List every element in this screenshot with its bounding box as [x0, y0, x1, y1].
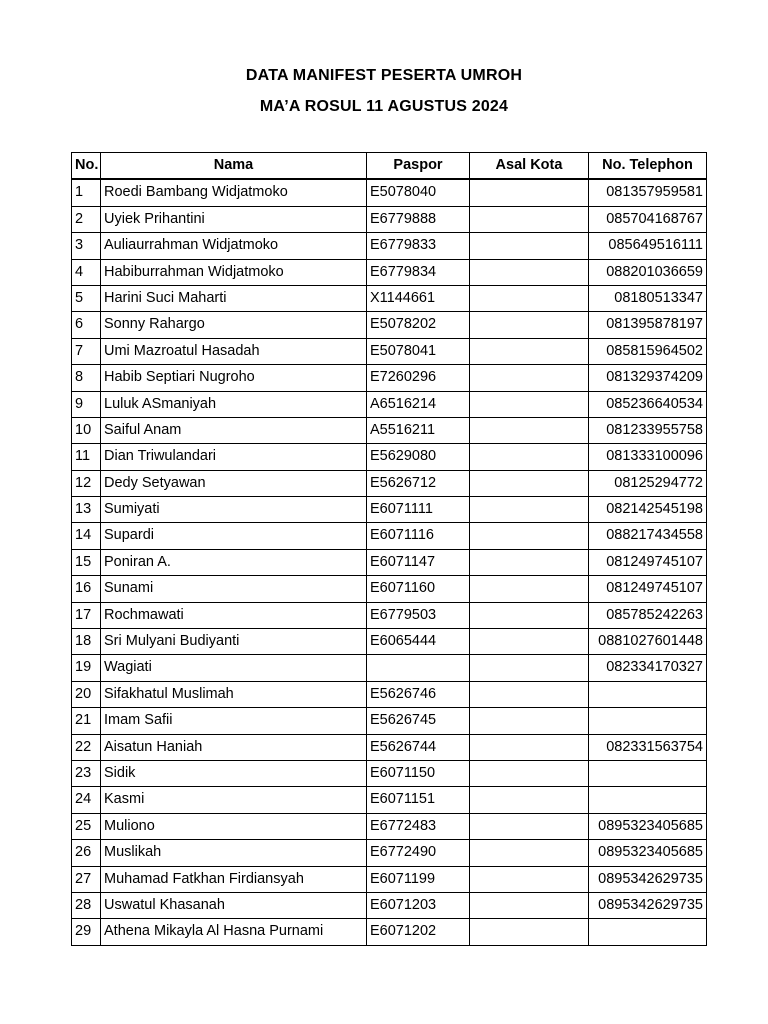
cell-no-telephon: 0895323405685: [589, 840, 707, 866]
cell-no: 17: [72, 602, 101, 628]
cell-no: 5: [72, 285, 101, 311]
column-header-asal-kota: Asal Kota: [470, 153, 589, 180]
cell-asal-kota: [470, 470, 589, 496]
cell-no-telephon: 085785242263: [589, 602, 707, 628]
cell-no-telephon: 082142545198: [589, 497, 707, 523]
table-row: [72, 629, 707, 655]
cell-asal-kota: [470, 312, 589, 338]
cell-nama: Sri Mulyani Budiyanti: [101, 629, 367, 655]
cell-nama: Habib Septiari Nugroho: [101, 365, 367, 391]
cell-paspor: E6779503: [367, 602, 470, 628]
cell-nama: Poniran A.: [101, 549, 367, 575]
cell-nama: Uswatul Khasanah: [101, 892, 367, 918]
cell-paspor: E5629080: [367, 444, 470, 470]
column-header-no-telephon: No. Telephon: [589, 153, 707, 180]
cell-nama: Sidik: [101, 760, 367, 786]
cell-paspor: E6779888: [367, 206, 470, 232]
table-row: [72, 417, 707, 443]
table-row: [72, 470, 707, 496]
table-row: [72, 840, 707, 866]
cell-no: 2: [72, 206, 101, 232]
cell-nama: Habiburrahman Widjatmoko: [101, 259, 367, 285]
table-row: [72, 444, 707, 470]
cell-no: 15: [72, 549, 101, 575]
cell-nama: Dian Triwulandari: [101, 444, 367, 470]
cell-no-telephon: 088201036659: [589, 259, 707, 285]
table-row: [72, 708, 707, 734]
cell-asal-kota: [470, 708, 589, 734]
cell-paspor: [367, 655, 470, 681]
table-row: [72, 391, 707, 417]
cell-no: 6: [72, 312, 101, 338]
manifest-table: [71, 152, 707, 946]
cell-nama: Imam Safii: [101, 708, 367, 734]
cell-no-telephon: 0895323405685: [589, 813, 707, 839]
cell-nama: Harini Suci Maharti: [101, 285, 367, 311]
cell-no-telephon: 085815964502: [589, 338, 707, 364]
cell-nama: Muslikah: [101, 840, 367, 866]
cell-no-telephon: 082334170327: [589, 655, 707, 681]
cell-paspor: E6071160: [367, 576, 470, 602]
cell-no: 18: [72, 629, 101, 655]
cell-paspor: E6772483: [367, 813, 470, 839]
cell-no-telephon: 081249745107: [589, 549, 707, 575]
cell-paspor: E6772490: [367, 840, 470, 866]
cell-asal-kota: [470, 206, 589, 232]
column-header-paspor: Paspor: [367, 153, 470, 180]
cell-paspor: E6071150: [367, 760, 470, 786]
table-row: [72, 365, 707, 391]
cell-no-telephon: [589, 787, 707, 813]
cell-nama: Rochmawati: [101, 602, 367, 628]
cell-no-telephon: 081333100096: [589, 444, 707, 470]
cell-asal-kota: [470, 840, 589, 866]
cell-no-telephon: 0895342629735: [589, 892, 707, 918]
cell-no: 24: [72, 787, 101, 813]
table-row: [72, 892, 707, 918]
cell-no: 22: [72, 734, 101, 760]
cell-no-telephon: [589, 681, 707, 707]
table-row: [72, 866, 707, 892]
cell-asal-kota: [470, 919, 589, 945]
cell-asal-kota: [470, 549, 589, 575]
column-header-no: No.: [72, 153, 101, 180]
cell-paspor: X1144661: [367, 285, 470, 311]
cell-no: 8: [72, 365, 101, 391]
cell-no: 10: [72, 417, 101, 443]
table-body: [72, 179, 707, 945]
cell-no-telephon: 081395878197: [589, 312, 707, 338]
cell-paspor: E5078040: [367, 179, 470, 206]
cell-asal-kota: [470, 391, 589, 417]
cell-no-telephon: 08180513347: [589, 285, 707, 311]
cell-no-telephon: 085649516111: [589, 233, 707, 259]
cell-nama: Sumiyati: [101, 497, 367, 523]
table-row: [72, 233, 707, 259]
cell-no: 29: [72, 919, 101, 945]
cell-nama: Athena Mikayla Al Hasna Purnami: [101, 919, 367, 945]
cell-nama: Kasmi: [101, 787, 367, 813]
cell-nama: Muliono: [101, 813, 367, 839]
cell-no: 1: [72, 179, 101, 206]
cell-no-telephon: [589, 760, 707, 786]
cell-no: 11: [72, 444, 101, 470]
cell-no: 3: [72, 233, 101, 259]
cell-asal-kota: [470, 233, 589, 259]
table-row: [72, 285, 707, 311]
cell-asal-kota: [470, 866, 589, 892]
cell-no: 26: [72, 840, 101, 866]
cell-no: 4: [72, 259, 101, 285]
cell-paspor: E6779834: [367, 259, 470, 285]
cell-no: 16: [72, 576, 101, 602]
cell-paspor: E6071147: [367, 549, 470, 575]
document-title: DATA MANIFEST PESERTA UMROH: [245, 67, 523, 84]
cell-paspor: E5626712: [367, 470, 470, 496]
cell-asal-kota: [470, 813, 589, 839]
cell-paspor: E6071116: [367, 523, 470, 549]
table-row: [72, 787, 707, 813]
cell-no: 23: [72, 760, 101, 786]
cell-no-telephon: 085704168767: [589, 206, 707, 232]
cell-paspor: E6071203: [367, 892, 470, 918]
cell-paspor: E5626745: [367, 708, 470, 734]
table-row: [72, 813, 707, 839]
cell-asal-kota: [470, 760, 589, 786]
table-row: [72, 312, 707, 338]
cell-no: 21: [72, 708, 101, 734]
cell-paspor: E5626744: [367, 734, 470, 760]
cell-asal-kota: [470, 681, 589, 707]
cell-nama: Muhamad Fatkhan Firdiansyah: [101, 866, 367, 892]
cell-asal-kota: [470, 444, 589, 470]
cell-nama: Roedi Bambang Widjatmoko: [101, 179, 367, 206]
cell-nama: Luluk ASmaniyah: [101, 391, 367, 417]
cell-no-telephon: 081249745107: [589, 576, 707, 602]
cell-no-telephon: 081329374209: [589, 365, 707, 391]
cell-asal-kota: [470, 655, 589, 681]
table-header-row: [72, 153, 707, 180]
cell-nama: Umi Mazroatul Hasadah: [101, 338, 367, 364]
column-header-nama: Nama: [101, 153, 367, 180]
cell-no-telephon: 0895342629735: [589, 866, 707, 892]
cell-nama: Uyiek Prihantini: [101, 206, 367, 232]
cell-no-telephon: 085236640534: [589, 391, 707, 417]
table-row: [72, 760, 707, 786]
table-row: [72, 919, 707, 945]
cell-no-telephon: [589, 919, 707, 945]
table-row: [72, 523, 707, 549]
table-row: [72, 206, 707, 232]
cell-no-telephon: 082331563754: [589, 734, 707, 760]
cell-nama: Aisatun Haniah: [101, 734, 367, 760]
cell-nama: Sunami: [101, 576, 367, 602]
cell-asal-kota: [470, 629, 589, 655]
cell-asal-kota: [470, 523, 589, 549]
cell-no-telephon: 088217434558: [589, 523, 707, 549]
cell-paspor: E6065444: [367, 629, 470, 655]
cell-no-telephon: 081357959581: [589, 179, 707, 206]
cell-paspor: A6516214: [367, 391, 470, 417]
cell-asal-kota: [470, 285, 589, 311]
cell-no: 12: [72, 470, 101, 496]
cell-asal-kota: [470, 338, 589, 364]
cell-no: 13: [72, 497, 101, 523]
cell-no: 20: [72, 681, 101, 707]
cell-asal-kota: [470, 576, 589, 602]
cell-asal-kota: [470, 734, 589, 760]
cell-paspor: E7260296: [367, 365, 470, 391]
cell-no: 7: [72, 338, 101, 364]
table-row: [72, 549, 707, 575]
table-row: [72, 179, 707, 206]
table-row: [72, 338, 707, 364]
cell-asal-kota: [470, 259, 589, 285]
cell-nama: Auliaurrahman Widjatmoko: [101, 233, 367, 259]
cell-nama: Saiful Anam: [101, 417, 367, 443]
cell-nama: Supardi: [101, 523, 367, 549]
cell-asal-kota: [470, 602, 589, 628]
cell-nama: Sonny Rahargo: [101, 312, 367, 338]
cell-nama: Sifakhatul Muslimah: [101, 681, 367, 707]
cell-asal-kota: [470, 417, 589, 443]
table-row: [72, 497, 707, 523]
cell-asal-kota: [470, 365, 589, 391]
cell-no: 19: [72, 655, 101, 681]
cell-paspor: E6779833: [367, 233, 470, 259]
table-row: [72, 734, 707, 760]
cell-paspor: E6071151: [367, 787, 470, 813]
cell-paspor: E5626746: [367, 681, 470, 707]
table-row: [72, 655, 707, 681]
table-row: [72, 576, 707, 602]
cell-no: 14: [72, 523, 101, 549]
cell-no: 25: [72, 813, 101, 839]
cell-no: 9: [72, 391, 101, 417]
cell-asal-kota: [470, 179, 589, 206]
cell-no-telephon: 081233955758: [589, 417, 707, 443]
cell-paspor: E5078202: [367, 312, 470, 338]
cell-asal-kota: [470, 892, 589, 918]
cell-paspor: E5078041: [367, 338, 470, 364]
cell-no-telephon: 0881027601448: [589, 629, 707, 655]
table-row: [72, 681, 707, 707]
document-subtitle: MA’A ROSUL 11 AGUSTUS 2024: [259, 98, 509, 115]
cell-nama: Dedy Setyawan: [101, 470, 367, 496]
cell-no-telephon: 08125294772: [589, 470, 707, 496]
cell-no: 27: [72, 866, 101, 892]
cell-asal-kota: [470, 787, 589, 813]
cell-no-telephon: [589, 708, 707, 734]
cell-paspor: A5516211: [367, 417, 470, 443]
cell-no: 28: [72, 892, 101, 918]
cell-asal-kota: [470, 497, 589, 523]
table-row: [72, 602, 707, 628]
cell-paspor: E6071202: [367, 919, 470, 945]
cell-paspor: E6071111: [367, 497, 470, 523]
table-row: [72, 259, 707, 285]
cell-paspor: E6071199: [367, 866, 470, 892]
cell-nama: Wagiati: [101, 655, 367, 681]
